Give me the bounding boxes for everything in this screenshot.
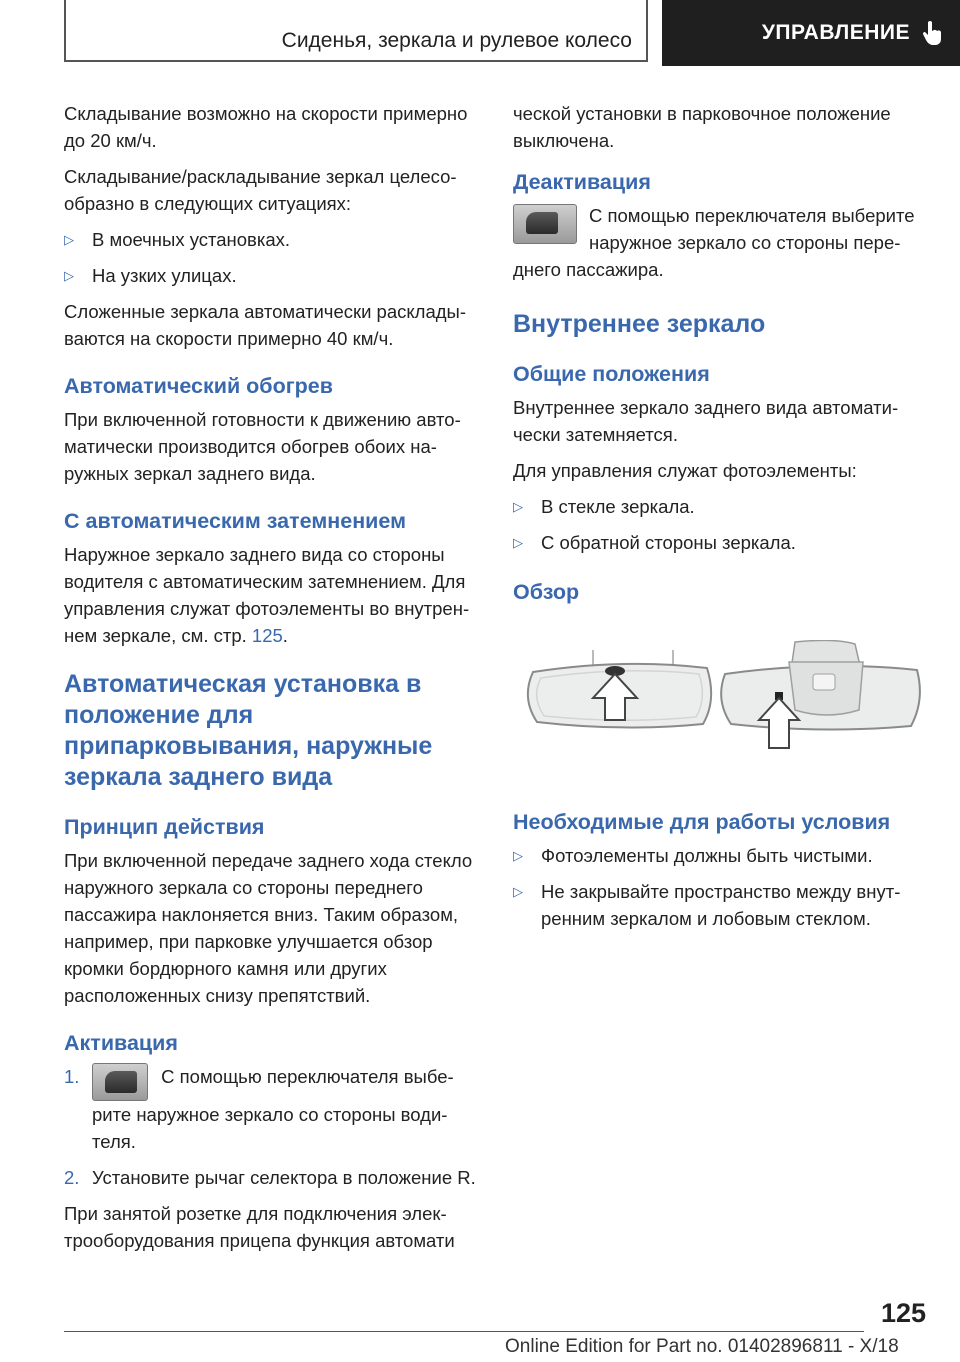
triangle-bullet-icon: ▷: [513, 884, 523, 899]
paragraph: При включенной готовности к движению автоматически производится обогрев обоих наружных зеркал заднего вида.: [64, 409, 461, 484]
right-column: [513, 100, 925, 941]
left-column: [64, 100, 476, 1263]
paragraph: При включенной передаче заднего хода стекло наружного зеркала со стороны переднего пассажира наклоняется вниз. Таким образом, например, при парковке улучшается обзор кромки бордюрного камня или других расположенных снизу препятствий.: [64, 850, 473, 1006]
hand-pointer-icon: [922, 20, 944, 46]
heading-activation: Активация: [64, 1031, 178, 1055]
edition-info: Online Edition for Part no. 01402896811 - X/18: [505, 1336, 899, 1357]
heading-dimming: С автоматическим затемнением: [64, 509, 406, 533]
paragraph: ческой установки в парковочное положение выключена.: [513, 103, 891, 151]
list-item: 1. С помощью переключателя выберите наружное зеркало со стороны водителя.: [64, 1063, 476, 1155]
heading-principle: Принцип действия: [64, 815, 265, 839]
heading-parking-position: Автоматическая установка в положение для припарковывания, наружные зеркала заднего вида: [64, 670, 433, 791]
list-item: ▷ Фотоэлементы должны быть чистыми.: [513, 842, 925, 869]
mirror-switch-icon: [92, 1063, 148, 1101]
paragraph: Наружное зеркало заднего вида со стороны водителя с автоматическим затемнением. Для управления служат фотоэлементы во внутреннем зеркале, см. стр. 125.: [64, 544, 470, 646]
mirror-switch-icon: [513, 204, 577, 244]
page-header: [0, 0, 960, 66]
section-tab[interactable]: [662, 0, 960, 66]
triangle-bullet-icon: ▷: [64, 268, 74, 283]
heading-general: Общие положения: [513, 362, 710, 386]
triangle-bullet-icon: ▷: [513, 535, 523, 550]
paragraph: Сложенные зеркала автоматически раскладываются на скорости примерно 40 км/ч.: [64, 301, 467, 349]
list-item: ▷ В стекле зеркала.: [513, 493, 925, 520]
list-item: ▷ В моечных установках.: [64, 226, 476, 253]
chapter-title: Сиденья, зеркала и рулевое колесо: [64, 0, 648, 62]
list-item: ▷ Не закрывайте пространство между внутренним зеркалом и лобовым стеклом.: [513, 878, 925, 932]
mirror-illustration: [513, 640, 925, 790]
list-item: ▷ На узких улицах.: [64, 262, 476, 289]
section-title: УПРАВЛЕНИЕ: [761, 21, 910, 44]
paragraph: Складывание возможно на скорости примерно до 20 км/ч.: [64, 103, 468, 151]
rearview-mirror-image: [513, 640, 925, 790]
paragraph: С помощью переключателя выберите наружное зеркало со стороны переднего пассажира.: [513, 205, 915, 280]
heading-conditions: Необходимые для работы условия: [513, 810, 891, 834]
triangle-bullet-icon: ▷: [513, 848, 523, 863]
list-item: 2. Установите рычаг селектора в положение R.: [64, 1167, 476, 1188]
paragraph: Складывание/раскладывание зеркал целесообразно в следующих ситуациях:: [64, 166, 457, 214]
paragraph: Внутреннее зеркало заднего вида автоматически затемняется.: [513, 397, 899, 445]
list-item: ▷ С обратной стороны зеркала.: [513, 529, 925, 556]
footer-divider: [64, 1331, 864, 1332]
page-link[interactable]: 125: [251, 625, 283, 646]
heading-deactivation: Деактивация: [513, 170, 651, 194]
page-number: 125: [880, 1298, 926, 1328]
paragraph: При занятой розетке для подключения электрооборудования прицепа функция автомати: [64, 1203, 455, 1251]
paragraph: Для управления служат фотоэлементы:: [513, 460, 857, 481]
triangle-bullet-icon: ▷: [64, 232, 74, 247]
heading-interior-mirror: Внутреннее зеркало: [513, 310, 766, 338]
heading-overview: Обзор: [513, 580, 580, 604]
heading-heating: Автоматический обогрев: [64, 374, 333, 398]
triangle-bullet-icon: ▷: [513, 499, 523, 514]
